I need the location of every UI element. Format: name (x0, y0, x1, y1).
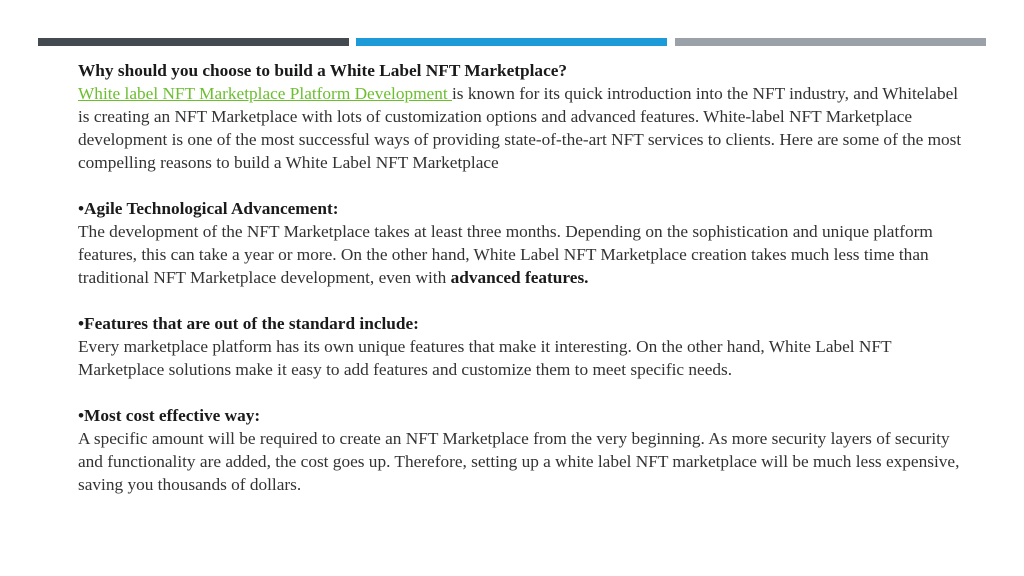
section-heading-features: •Features that are out of the standard include: (78, 314, 419, 333)
intro-paragraph (78, 82, 963, 174)
slide-content (78, 59, 963, 496)
section-body-features: Every marketplace platform has its own unique features that make it interesting. On the other hand, White Label NFT Marketplace solutions make it easy to add features and customize them to meet specific needs. (78, 337, 892, 379)
section-body-agile-text: The development of the NFT Marketplace takes at least three months. Depending on the sophistication and unique platform features, this can take a year or more. On the other hand, White Label NFT Marketplace creation takes much less time than traditional NFT Marketplace development, even with (78, 222, 933, 287)
intro-link[interactable]: White label NFT Marketplace Platform Development (78, 84, 452, 103)
section-heading-cost: •Most cost effective way: (78, 406, 261, 425)
intro-text: is known for its quick introduction into the NFT industry, and Whitelabel is creating an NFT Marketplace with lots of customization options and advanced features. White-label NFT Marketplace development is one of the most successful ways of providing state-of-the-art NFT services to clients. Here are some of the most compelling reasons to build a White Label NFT Marketplace (78, 84, 962, 172)
header-bar-blue (356, 38, 667, 46)
section-body-cost: A specific amount will be required to create an NFT Marketplace from the very beginning. As more security layers of security and functionality are added, the cost goes up. Therefore, setting up a white label NFT marketplace will be much less expensive, saving you thousands of dollars. (78, 429, 960, 494)
section-body-agile-bold: advanced features. (450, 268, 589, 287)
slide-title: Why should you choose to build a White Label NFT Marketplace? (78, 61, 568, 80)
header-bar-dark (38, 38, 349, 46)
section-body-agile (78, 220, 963, 289)
section-heading-agile: •Agile Technological Advancement: (78, 199, 339, 218)
header-bar-gray (675, 38, 986, 46)
